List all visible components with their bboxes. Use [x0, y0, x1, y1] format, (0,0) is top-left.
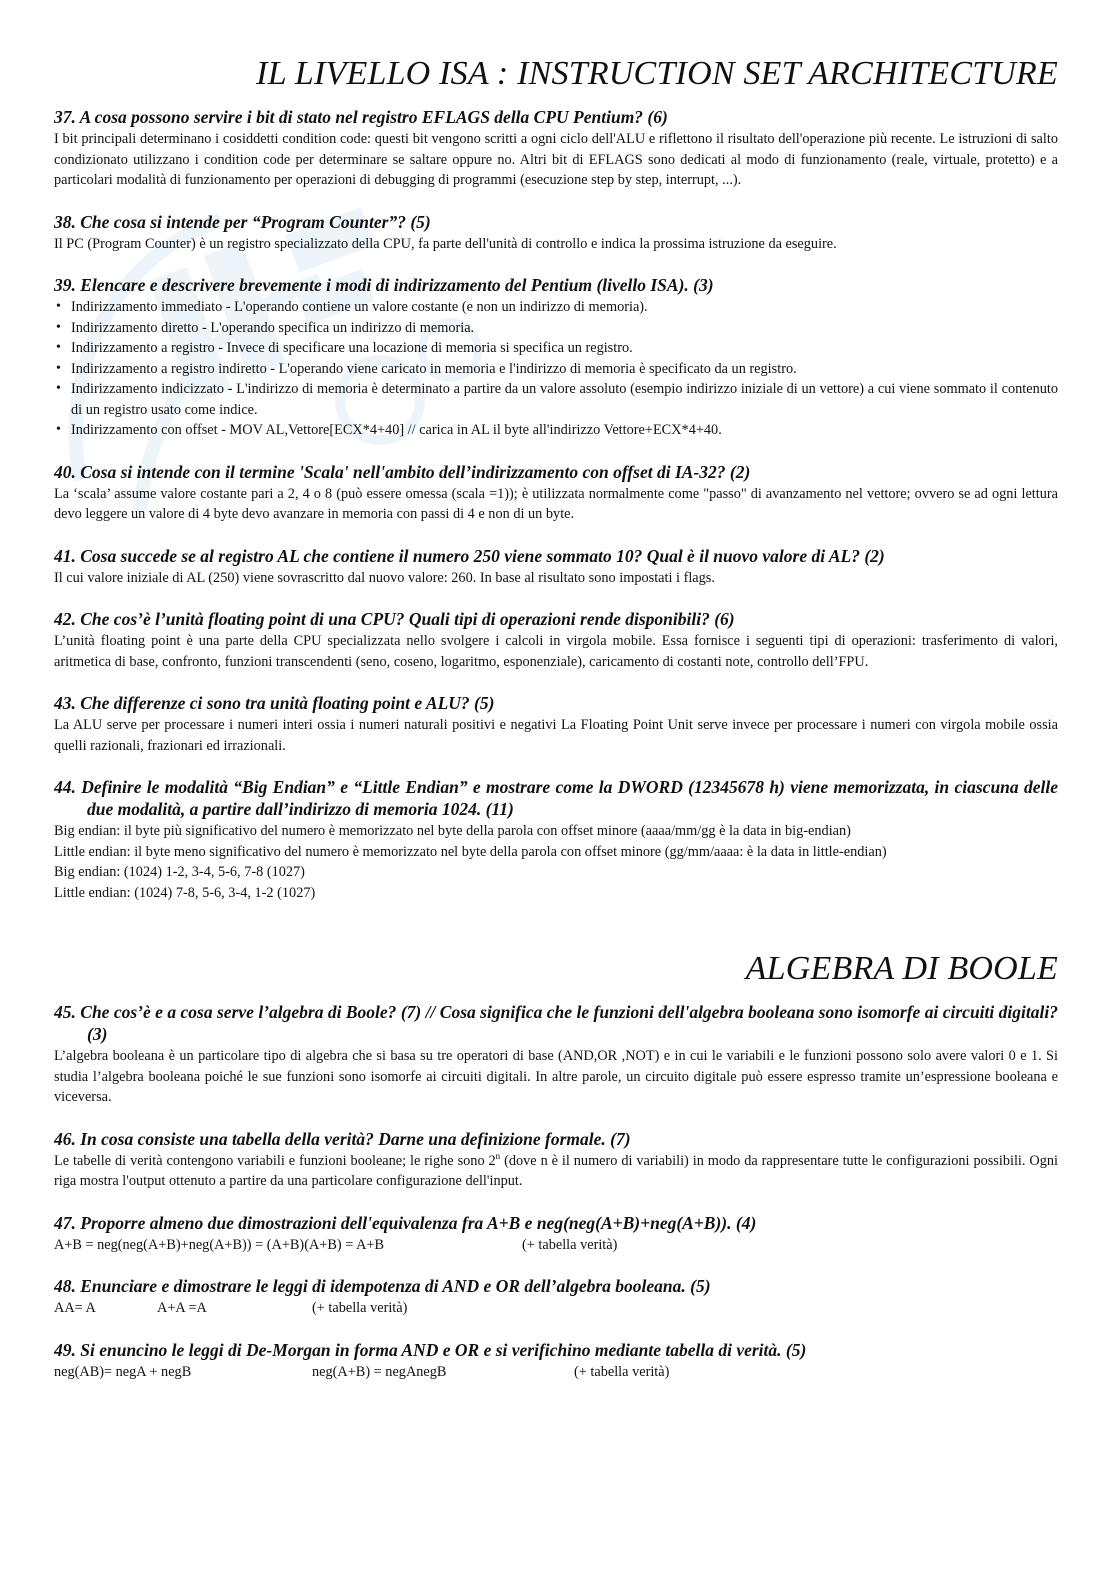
answer-text: L’unità floating point è una parte della CPU specializzata nello svolgere i calcoli in virgola mobile. Essa fornisce i seguenti tipi di operazioni: trasferimento di valori, aritmetica di base, confronto, funzioni transcendenti (seno, coseno, logaritmo, esponenziale), caricamento di costanti note, controllo dell’FPU.: [54, 633, 1058, 670]
bullet-icon: •: [56, 319, 61, 335]
bullet-icon: •: [56, 381, 61, 396]
answer-text: La ALU serve per processare i numeri interi ossia i numeri naturali positivi e negativi La Floating Point Unit serve invece per processare i numeri con virgola mobile ossia quelli razionali, frazionari ed irrazionali.: [54, 717, 1058, 754]
question-title: 49. Si enuncino le leggi di De-Morgan in forma AND e OR e si verifichino mediante tabella di verità. (5): [54, 1339, 807, 1360]
question-42: [54, 608, 1058, 672]
question-title: 37. A cosa possono servire i bit di stato nel registro EFLAGS della CPU Pentium? (6): [54, 107, 668, 127]
list-item: • Indirizzamento diretto - L'operando specifica un indirizzo di memoria.: [54, 318, 1058, 339]
question-title: 39. Elencare e descrivere brevemente i modi di indirizzamento del Pentium (livello ISA). (3): [54, 275, 714, 295]
bullet-icon: •: [56, 340, 61, 355]
addressing-modes-list: [54, 297, 1058, 441]
question-39: [54, 274, 1058, 441]
answer-formula-and: neg(AB)= negA + negB: [54, 1363, 192, 1380]
answer-text: Il cui valore iniziale di AL (250) viene sovrascritto dal nuovo valore: 260. In base al risultato sono impostati i flags.: [54, 569, 715, 586]
question-37: [54, 106, 1058, 191]
list-item: • Indirizzamento immediato - L'operando contiene un valore costante (e non un indirizzo di memoria).: [54, 297, 1058, 318]
section-title-boole: ALGEBRA DI BOOLE: [745, 950, 1058, 987]
answer-line: Big endian: il byte più significativo del numero è memorizzato nel byte della parola con offset minore (aaaa/mm/gg è la data in big-endian): [54, 823, 851, 839]
answer-line: Little endian: il byte meno significativo del numero è memorizzato nel byte della parola con offset minore (gg/mm/aaaa: è la data in little-endian): [54, 843, 887, 860]
section-title-isa: IL LIVELLO ISA : INSTRUCTION SET ARCHITECTURE: [256, 55, 1058, 92]
content-column: [54, 54, 1058, 1402]
question-40: [54, 461, 1058, 525]
answer-line: Little endian: (1024) 7-8, 5-6, 3-4, 1-2 (1027): [54, 884, 316, 901]
question-38: [54, 211, 1058, 255]
question-title: 43. Che differenze ci sono tra unità floating point e ALU? (5): [54, 693, 495, 713]
question-title: 45. Che cos’è e a cosa serve l’algebra di Boole? (7) // Cosa significa che le funzioni dell'algebra booleana sono isomorfe ai circuiti digitali? (3): [54, 1002, 1058, 1044]
question-title: 41. Cosa succede se al registro AL che contiene il numero 250 viene sommato 10? Qual è il nuovo valore di AL? (2): [54, 545, 885, 566]
question-title: 38. Che cosa si intende per “Program Counter”? (5): [54, 211, 431, 232]
answer-line: Big endian: (1024) 1-2, 3-4, 5-6, 7-8 (1027): [54, 864, 305, 880]
answer-note: (+ tabella verità): [574, 1363, 670, 1380]
question-41: [54, 545, 1058, 589]
bullet-icon: •: [56, 422, 61, 437]
answer-formula-and: AA= A: [54, 1300, 96, 1316]
question-48: [54, 1275, 1058, 1319]
superscript-n: n: [495, 1150, 501, 1161]
list-item: • Indirizzamento a registro indiretto - L'operando viene caricato in memoria e l'indirizzo di memoria è specificato da un registro.: [54, 359, 1058, 380]
answer-text: I bit principali determinano i cosiddetti condition code: questi bit vengono scritti a ogni ciclo dell'ALU e riflettono il risultato dell'operazione più recente. Le istruzioni di salto condizionato utilizzano i condition code per determinare se saltare oppure no. Altri bit di EFLAGS sono dedicati al modo di funzionamento (reale, virtuale, protetto) e a particolari modalità di funzionamento per operazioni di debugging di programmi (esecuzione step by step, interrupt, ...).: [54, 131, 1058, 188]
answer-note: (+ tabella verità): [522, 1236, 618, 1253]
answer-row: [54, 1235, 1058, 1256]
answer-formula: A+B = neg(neg(A+B)+neg(A+B)) = (A+B)(A+B) = A+B: [54, 1236, 384, 1253]
question-title: 44. Definire le modalità “Big Endian” e “Little Endian” e mostrare come la DWORD (12345678 h) viene memorizzata, in ciascuna delle due modalità, a partire dall’indirizzo di memoria 1024. (11): [54, 777, 1058, 819]
answer-formula-or: neg(A+B) = negAnegB: [312, 1363, 447, 1380]
list-item: • Indirizzamento indicizzato - L'indirizzo di memoria è determinato a partire da un valore assoluto (esempio indirizzo iniziale di un vettore) a cui viene sommato il contenuto di un registro usato come indice.: [56, 381, 1058, 418]
list-item: • Indirizzamento con offset - MOV AL,Vettore[ECX*4+40] // carica in AL il byte all'indirizzo Vettore+ECX*4+40.: [54, 420, 1058, 441]
question-45: [54, 1001, 1058, 1108]
answer-row: [54, 1362, 1058, 1383]
question-43: [54, 692, 1058, 756]
answer-formula-or: A+A =A: [157, 1300, 207, 1316]
question-title: 42. Che cos’è l’unità floating point di una CPU? Quali tipi di operazioni rende disponibili? (6): [54, 609, 735, 629]
question-title: 47. Proporre almeno due dimostrazioni dell'equivalenza fra A+B e neg(neg(A+B)+neg(A+B)). (4): [54, 1212, 757, 1233]
bullet-icon: •: [56, 299, 61, 314]
bullet-icon: •: [56, 360, 61, 376]
question-47: [54, 1212, 1058, 1256]
question-44: [54, 776, 1058, 903]
answer-note: (+ tabella verità): [312, 1300, 408, 1316]
answer-text: Le tabelle di verità contengono variabili e funzioni booleane; le righe sono 2$^n$ (dove n è il numero di variabili) in modo da rappresentare tutte le configurazioni possibili. Ogni riga mostra l'output ottenuto a partire da una particolare configurazione dell'input.: [54, 1150, 1058, 1189]
answer-text: L’algebra booleana è un particolare tipo di algebra che si basa su tre operatori di base (AND,OR ,NOT) e in cui le variabili e le funzioni possono solo avere valori 0 e 1. Si studia l’algebra booleana poiché le sue funzioni sono isomorfe ai circuiti digitali. In altre parole, un circuito digitale può essere espresso tramite un’espressione booleana e viceversa.: [54, 1048, 1058, 1105]
answer-row: [54, 1298, 1058, 1319]
question-title: 48. Enunciare e dimostrare le leggi di idempotenza di AND e OR dell’algebra booleana. (5): [54, 1276, 711, 1296]
question-title: 46. In cosa consiste una tabella della verità? Darne una definizione formale. (7): [54, 1128, 631, 1149]
answer-text: Il PC (Program Counter) è un registro specializzato della CPU, fa parte dell'unità di controllo e indica la prossima istruzione da eseguire.: [54, 235, 837, 252]
list-item: • Indirizzamento a registro - Invece di specificare una locazione di memoria si specifica un registro.: [54, 338, 1058, 359]
question-49: [54, 1339, 1058, 1383]
answer-text: La ‘scala’ assume valore costante pari a 2, 4 o 8 (può essere omessa (scala =1)); è utilizzata normalmente come "passo" di avanzamento nel vettore; ovvero se ad ogni lettura devo leggere un valore di 4 byte devo avanzare in memoria con passi di 4 e non di un byte.: [54, 485, 1058, 522]
question-46: [54, 1128, 1058, 1192]
question-title: 40. Cosa si intende con il termine 'Scala' nell'ambito dell’indirizzamento con offset di IA-32? (2): [54, 461, 751, 482]
